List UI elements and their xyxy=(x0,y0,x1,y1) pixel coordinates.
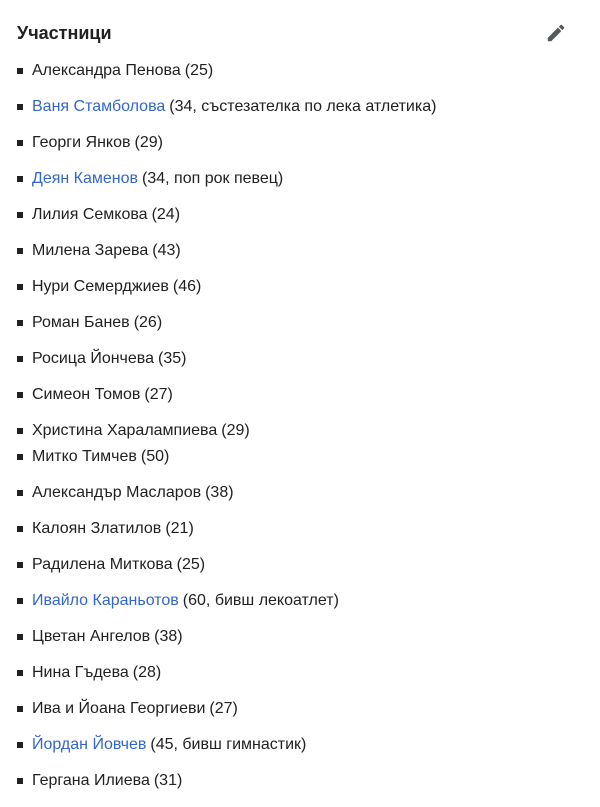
participant-name-link[interactable]: Ваня Стамболова xyxy=(32,98,166,115)
bullet-icon xyxy=(17,454,23,460)
list-item xyxy=(17,204,180,226)
bullet-icon xyxy=(17,490,23,496)
bullet-icon xyxy=(17,212,23,218)
bullet-icon xyxy=(17,248,23,254)
participant-name: Георги Янков xyxy=(32,134,131,151)
participant-name: Калоян Златилов xyxy=(32,520,162,537)
bullet-icon xyxy=(17,526,23,532)
section-header xyxy=(17,20,577,50)
participant-name: Митко Тимчев xyxy=(32,448,137,465)
list-item xyxy=(17,348,186,370)
participant-name: Радилена Миткова xyxy=(32,556,173,573)
bullet-icon xyxy=(17,778,23,784)
list-item xyxy=(17,446,169,468)
participant-name: Нина Гъдева xyxy=(32,664,129,681)
participant-name: Александър Масларов xyxy=(32,484,202,501)
participant-detail: (50) xyxy=(140,448,170,465)
edit-section-button[interactable] xyxy=(543,20,569,46)
participant-name: Росица Йончева xyxy=(32,350,154,367)
participant-name-link[interactable]: Йордан Йовчев xyxy=(32,736,147,753)
participant-detail: (38) xyxy=(154,628,183,645)
list-item xyxy=(17,276,201,298)
list-item xyxy=(17,698,238,720)
participant-detail: (60, бивш лекоатлет) xyxy=(182,592,339,609)
participant-name-link[interactable]: Ивайло Караньотов xyxy=(32,592,179,609)
list-item xyxy=(17,734,306,756)
list-item xyxy=(17,420,250,442)
participant-name: Христина Харалампиева xyxy=(32,422,218,439)
list-item xyxy=(17,662,161,684)
participant-name: Александра Пенова xyxy=(32,62,181,79)
bullet-icon xyxy=(17,670,23,676)
participant-detail: (35) xyxy=(158,350,187,367)
bullet-icon xyxy=(17,562,23,568)
bullet-icon xyxy=(17,392,23,398)
list-item xyxy=(17,590,339,612)
participant-detail: (29) xyxy=(134,134,163,151)
bullet-icon xyxy=(17,356,23,362)
participant-detail: (34, поп рок певец) xyxy=(142,170,284,187)
list-item xyxy=(17,60,213,82)
participant-detail: (21) xyxy=(165,520,194,537)
participant-name: Лилия Семкова xyxy=(32,206,148,223)
participant-detail: (27) xyxy=(209,700,238,717)
list-item xyxy=(17,312,162,334)
list-item xyxy=(17,554,205,576)
participant-detail: (43) xyxy=(152,242,181,259)
list-item xyxy=(17,518,194,540)
participant-detail: (28) xyxy=(132,664,162,681)
participant-detail: (34, състезателка по лека атлетика) xyxy=(169,98,437,115)
list-item xyxy=(17,482,234,504)
bullet-icon xyxy=(17,68,23,74)
participant-detail: (27) xyxy=(144,386,173,403)
bullet-icon xyxy=(17,634,23,640)
bullet-icon xyxy=(17,176,23,182)
participant-detail: (31) xyxy=(153,772,183,789)
participant-name: Милена Зарева xyxy=(32,242,149,259)
participant-name: Нури Семерджиев xyxy=(32,278,169,295)
participant-detail: (38) xyxy=(205,484,234,501)
participant-detail: (29) xyxy=(221,422,250,439)
bullet-icon xyxy=(17,706,23,712)
participant-detail: (26) xyxy=(133,314,163,331)
list-item xyxy=(17,240,181,262)
list-item xyxy=(17,96,436,118)
participant-detail: (24) xyxy=(151,206,181,223)
participant-detail: (46) xyxy=(172,278,202,295)
participant-detail: (25) xyxy=(184,62,214,79)
bullet-icon xyxy=(17,104,23,110)
participant-name: Гергана Илиева xyxy=(32,772,150,789)
participant-detail: (45, бивш гимнастик) xyxy=(150,736,307,753)
participant-name: Ива и Йоана Георгиеви xyxy=(32,700,206,717)
list-item xyxy=(17,168,283,190)
section-title: Участници xyxy=(17,23,112,43)
participant-name-link[interactable]: Деян Каменов xyxy=(32,170,139,187)
list-item xyxy=(17,384,173,406)
participant-detail: (25) xyxy=(176,556,206,573)
bullet-icon xyxy=(17,428,23,434)
list-item xyxy=(17,132,163,154)
bullet-icon xyxy=(17,598,23,604)
list-item xyxy=(17,770,182,792)
bullet-icon xyxy=(17,742,23,748)
bullet-icon xyxy=(17,320,23,326)
participant-name: Симеон Томов xyxy=(32,386,141,403)
bullet-icon xyxy=(17,140,23,146)
participant-name: Роман Банев xyxy=(32,314,130,331)
participant-name: Цветан Ангелов xyxy=(32,628,151,645)
list-item xyxy=(17,626,183,648)
bullet-icon xyxy=(17,284,23,290)
pencil-icon xyxy=(545,22,567,44)
